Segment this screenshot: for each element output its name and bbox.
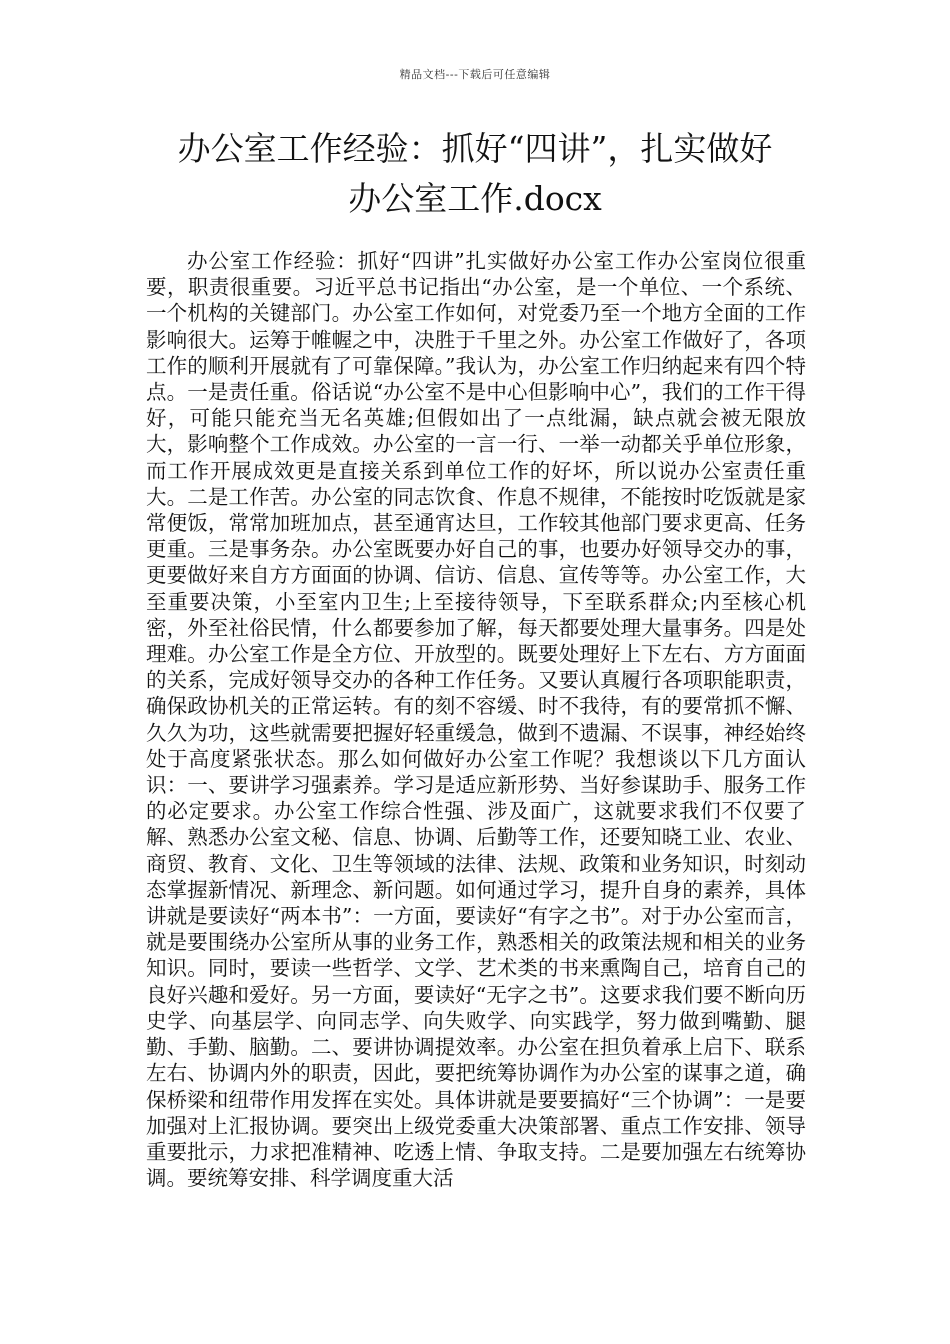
document-title — [120, 124, 830, 224]
document-title-line-2: 办公室工作.docx — [348, 179, 602, 218]
document-title-line-1: 办公室工作经验：抓好“四讲”，扎实做好 — [177, 129, 773, 168]
document-body-paragraph: 办公室工作经验：抓好“四讲”扎实做好办公室工作办公室岗位很重要，职责很重要。习近平总书记指出“办公室，是一个单位、一个系统、一个机构的关键部门。办公室工作如何，对党委乃至一个地方全面的工作影响很大。运筹于帷幄之中，决胜于千里之外。办公室工作做好了，各项工作的顺利开展就有了可靠保障。”我认为，办公室工作归纳起来有四个特点。一是责任重。俗话说“办公室不是中心但影响中心”，我们的工作干得好，可能只能充当无名英雄;但假如出了一点纰漏，缺点就会被无限放大，影响整个工作成效。办公室的一言一行、一举一动都关乎单位形象，而工作开展成效更是直接关系到单位工作的好坏，所以说办公室责任重大。二是工作苦。办公室的同志饮食、作息不规律，不能按时吃饭就是家常便饭，常常加班加点，甚至通宵达旦，工作较其他部门要求更高、任务更重。三是事务杂。办公室既要办好自己的事，也要办好领导交办的事，更要做好来自方方面面的协调、信访、信息、宣传等等。办公室工作，大至重要决策，小至室内卫生;上至接待领导，下至联系群众;内至核心机密，外至社俗民情，什么都要参加了解，每天都要处理大量事务。四是处理难。办公室工作是全方位、开放型的。既要处理好上下左右、方方面面的关系，完成好领导交办的各种工作任务。又要认真履行各项职能职责，确保政协机关的正常运转。有的刻不容缓、时不我待，有的要常抓不懈、久久为功，这些就需要把握好轻重缓急，做到不遗漏、不误事，神经始终处于高度紧张状态。那么如何做好办公室工作呢？我想谈以下几方面认识：一、要讲学习强素养。学习是适应新形势、当好参谋助手、服务工作的必定要求。办公室工作综合性强、涉及面广，这就要求我们不仅要了解、熟悉办公室文秘、信息、协调、后勤等工作，还要知晓工业、农业、商贸、教育、文化、卫生等领域的法律、法规、政策和业务知识，时刻动态掌握新情况、新理念、新问题。如何通过学习，提升自身的素养，具体讲就是要读好“两本书”：一方面，要读好“有字之书”。对于办公室而言，就是要围绕办公室所从事的业务工作，熟悉相关的政策法规和相关的业务知识。同时，要读一些哲学、文学、艺术类的书来熏陶自己，培育自己的良好兴趣和爱好。另一方面，要读好“无字之书”。这要求我们要不断向历史学、向基层学、向同志学、向失败学、向实践学，努力做到嘴勤、腿勤、手勤、脑勤。二、要讲协调提效率。办公室在担负着承上启下、联系左右、协调内外的职责，因此，要把统筹协调作为办公室的谋事之道，确保桥梁和纽带作用发挥在实处。具体讲就是要要搞好“三个协调”：一是要加强对上汇报协调。要突出上级党委重大决策部署、重点工作安排、领导重要批示，力求把准精神、吃透上情、争取支持。二是要加强左右统筹协调。要统筹安排、科学调度重大活 — [146, 249, 806, 1191]
page-header-note: 精品文档---下载后可任意编辑 — [399, 68, 551, 81]
